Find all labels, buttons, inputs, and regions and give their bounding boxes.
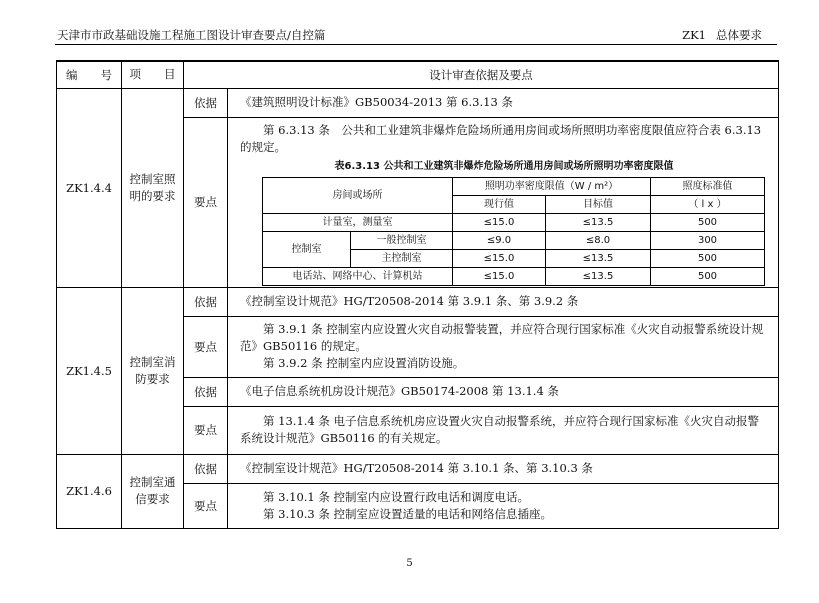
row-item: 控制室照明的要求: [122, 88, 184, 287]
subtable-header-illum: 照度标准值: [651, 177, 765, 195]
header-code: ZK1: [682, 28, 706, 42]
header-section: 总体要求: [716, 28, 762, 42]
basis-label: 依据: [184, 287, 228, 316]
room-name: 一般控制室: [351, 231, 453, 249]
room-group: 控制室: [263, 231, 351, 267]
row-item: 控制室通信要求: [122, 454, 184, 528]
points-label: 要点: [184, 117, 228, 287]
basis-label: 依据: [184, 454, 228, 483]
points-text: 第 3.10.1 条 控制室内应设置行政电话和调度电话。: [263, 489, 530, 504]
header-title: 天津市市政基础设施工程施工图设计审查要点/自控篇: [57, 28, 326, 42]
points-text: 第 3.10.3 条 控制室应设置适量的电话和网络信息插座。: [263, 506, 553, 521]
review-table: [56, 60, 779, 529]
basis-text: 《电子信息系统机房设计规范》GB50174-2008 第 13.1.4 条: [228, 377, 779, 406]
basis-text: 《控制室设计规范》HG/T20508-2014 第 3.9.1 条、第 3.9.2 条: [228, 287, 779, 316]
subtable-header-unit: （ l x ）: [651, 195, 765, 213]
basis-label: 依据: [184, 88, 228, 117]
points-label: 要点: [184, 483, 228, 528]
table-row: [57, 88, 779, 117]
lpd-table: [262, 177, 765, 286]
subtable-row: [263, 231, 765, 249]
target-value: ≤8.0: [546, 231, 651, 249]
subtable-title: 表6.3.13 公共和工业建筑非爆炸危险场所通用房间或场所照明功率密度限值: [334, 160, 674, 172]
row-no: ZK1.4.6: [57, 454, 122, 528]
row-no: ZK1.4.4: [57, 88, 122, 287]
subtable-header-target: 目标值: [546, 195, 651, 213]
target-value: ≤13.5: [546, 249, 651, 267]
current-value: ≤9.0: [453, 231, 546, 249]
basis-label: 依据: [184, 377, 228, 406]
current-value: ≤15.0: [453, 267, 546, 285]
illum-value: 500: [651, 213, 765, 231]
current-value: ≤15.0: [453, 213, 546, 231]
basis-text: 《建筑照明设计标准》GB50034-2013 第 6.3.13 条: [228, 88, 779, 117]
table-row: [57, 287, 779, 316]
points-text: 第 13.1.4 条 电子信息系统机房应设置火灾自动报警系统，并应符合现行国家标准《火灾自动报警系统设计规范》GB50116 的有关规定。: [240, 414, 760, 445]
points-text: 第 3.9.1 条 控制室内应设置火灾自动报警装置，并应符合现行国家标准《火灾自动报警系统设计规范》GB50116 的规定。: [240, 322, 764, 353]
points-cell: [228, 406, 779, 454]
points-cell: [228, 316, 779, 377]
table-header-row: [57, 61, 779, 88]
current-value: ≤15.0: [453, 249, 546, 267]
points-cell: [228, 117, 779, 287]
subtable-header-current: 现行值: [453, 195, 546, 213]
col-no-header: 编 号: [57, 61, 122, 88]
header-rule: [55, 44, 777, 45]
table-row: [57, 454, 779, 483]
points-text: 第 3.9.2 条 控制室内应设置消防设施。: [263, 356, 465, 370]
target-value: ≤13.5: [546, 267, 651, 285]
illum-value: 500: [651, 249, 765, 267]
subtable-row: [263, 213, 765, 231]
illum-value: 300: [651, 231, 765, 249]
points-label: 要点: [184, 316, 228, 377]
col-item-header: 项 目: [122, 61, 184, 88]
points-cell: [228, 483, 779, 528]
points-label: 要点: [184, 406, 228, 454]
subtable-header-lpd: 照明功率密度限值（W / m²）: [453, 177, 651, 195]
row-item: 控制室消防要求: [122, 287, 184, 454]
room-name: 主控制室: [351, 249, 453, 267]
subtable-row: [263, 267, 765, 285]
room-name: 计量室，测量室: [263, 213, 453, 231]
page-number: 5: [406, 558, 413, 569]
basis-text: 《控制室设计规范》HG/T20508-2014 第 3.10.1 条、第 3.10.3 条: [228, 454, 779, 483]
points-text: 第 6.3.13 条 公共和工业建筑非爆炸危险场所通用房间或场所照明功率密度限值应符合表 6.3.13 的规定。: [240, 122, 762, 154]
room-name: 电话站、网络中心、计算机站: [263, 267, 453, 285]
illum-value: 500: [651, 267, 765, 285]
col-basis-header: 设计审查依据及要点: [184, 61, 779, 88]
target-value: ≤13.5: [546, 213, 651, 231]
subtable-header-room: 房间或场所: [263, 177, 453, 213]
header-right: [672, 27, 762, 43]
row-no: ZK1.4.5: [57, 287, 122, 454]
